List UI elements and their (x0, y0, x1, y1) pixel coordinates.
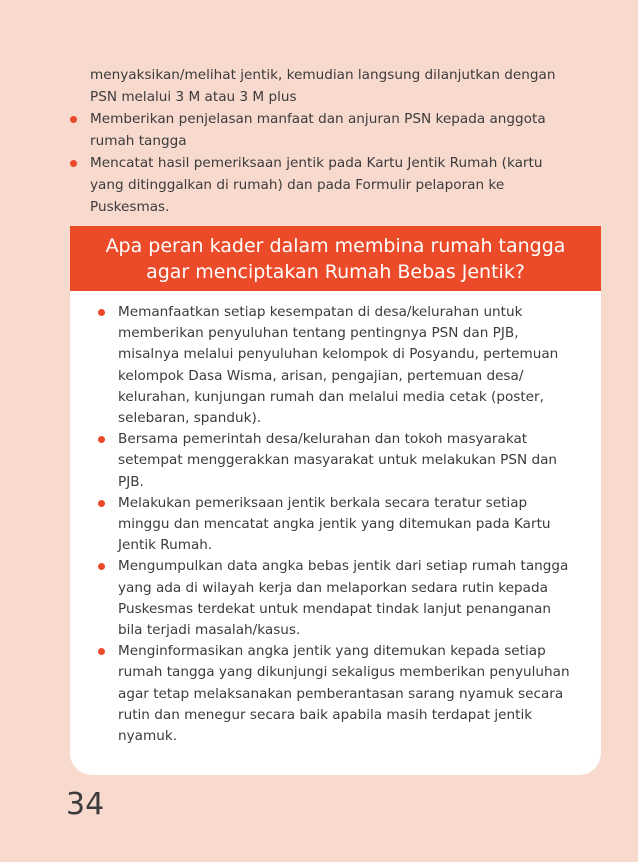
info-box-list (96, 302, 574, 747)
bullet-icon (98, 563, 105, 570)
info-box-title-line1: Apa peran kader dalam membina rumah tangga (105, 235, 566, 257)
list-item (96, 429, 574, 493)
list-item-text: Mencatat hasil pemeriksaan jentik pada Kartu Jentik Rumah (kartu yang ditinggalkan di rumah) dan pada Formulir pelaporan ke Puskesmas. (90, 155, 543, 215)
list-item-text: Memberikan penjelasan manfaat dan anjuran PSN kepada anggota rumah tangga (90, 111, 546, 149)
list-item-text: Melakukan pemeriksaan jentik berkala secara teratur setiap minggu dan mencatat angka jentik yang ditemukan pada Kartu Jentik Rumah. (118, 494, 551, 554)
list-item (70, 152, 580, 218)
list-item (70, 108, 580, 152)
list-item-continuation (70, 64, 580, 108)
page-number: 34 (66, 787, 105, 822)
list-item (96, 556, 574, 641)
info-box-header (70, 226, 601, 291)
list-item (96, 302, 574, 429)
bullet-icon (98, 648, 105, 655)
list-item-text: Bersama pemerintah desa/kelurahan dan tokoh masyarakat setempat menggerakkan masyarakat untuk melakukan PSN dan PJB. (118, 431, 558, 490)
bullet-icon (98, 436, 105, 443)
list-item-text: Menginformasikan angka jentik yang ditemukan kepada setiap rumah tangga yang dikunjungi sekaligus memberikan penyuluhan agar tetap melaksanakan pemberantasan sarang nyamuk secara rutin dan menegur secara baik apabila masih terdapat jentik nyamuk. (118, 643, 570, 745)
list-item-text: Memanfaatkan setiap kesempatan di desa/kelurahan untuk memberikan penyuluhan tentang pentingnya PSN dan PJB, misalnya melalui penyuluhan kelompok di Posyandu, pertemuan kelompok Dasa Wisma, arisan, pengajian, pertemuan desa/ kelurahan, kunjungan rumah dan melalui media cetak (poster, selebaran, spanduk). (118, 304, 559, 427)
bullet-icon (70, 116, 77, 123)
continuation-text: menyaksikan/melihat jentik, kemudian langsung dilanjutkan dengan PSN melalui 3 M atau 3 M plus (90, 67, 556, 105)
bullet-icon (98, 309, 105, 316)
list-item (96, 493, 574, 557)
bullet-icon (98, 500, 105, 507)
info-box (70, 226, 601, 775)
top-list (70, 64, 580, 218)
info-box-title-line2: agar menciptakan Rumah Bebas Jentik? (146, 261, 525, 283)
bullet-icon (70, 160, 77, 167)
list-item (96, 641, 574, 747)
list-item-text: Mengumpulkan data angka bebas jentik dari setiap rumah tangga yang ada di wilayah kerja dan melaporkan sedara rutin kepada Puskesmas terdekat untuk mendapat tindak lanjut penanganan bila terjadi masalah/kasus. (118, 558, 569, 639)
